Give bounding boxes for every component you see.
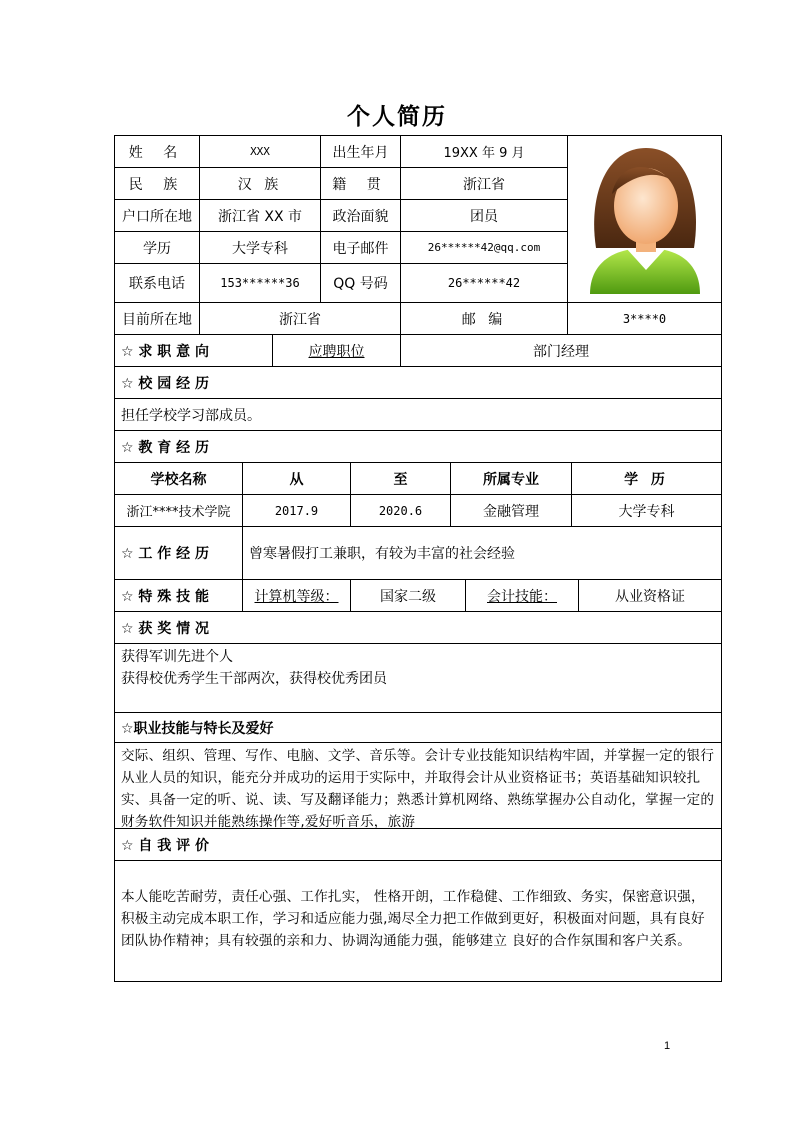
award-item: 获得军训先进个人 bbox=[121, 649, 233, 665]
email-value: 26******42@qq.com bbox=[427, 241, 541, 254]
birth-label: 出生年月 bbox=[332, 144, 389, 161]
edu-value: 大学专科 bbox=[232, 240, 288, 257]
politics-label: 政治面貌 bbox=[332, 208, 389, 225]
self-eval-header: ☆ 自 我 评 价 bbox=[121, 837, 210, 854]
skills-header: ☆ 特 殊 技 能 bbox=[121, 588, 210, 605]
location-value: 浙江省 bbox=[279, 311, 321, 328]
award-item: 获得校优秀学生干部两次，获得校优秀团员 bbox=[121, 671, 387, 687]
computer-level-value: 国家二级 bbox=[380, 588, 436, 605]
job-position-label: 应聘职位 bbox=[308, 343, 365, 360]
zip-value: 3****0 bbox=[622, 311, 667, 326]
edu-col-degree: 学 历 bbox=[624, 471, 669, 488]
edu-major: 金融管理 bbox=[483, 503, 539, 520]
location-label: 目前所在地 bbox=[122, 311, 192, 328]
hukou-value: 浙江省 XX 市 bbox=[217, 208, 303, 225]
origin-value: 浙江省 bbox=[463, 176, 505, 193]
edu-col-from: 从 bbox=[289, 471, 304, 488]
name-value: XXX bbox=[250, 145, 270, 158]
education-header: ☆ 教 育 经 历 bbox=[121, 439, 210, 456]
work-header: ☆ 工 作 经 历 bbox=[121, 546, 210, 562]
work-content: 曾寒暑假打工兼职，有较为丰富的社会经验 bbox=[249, 546, 515, 562]
edu-degree: 大学专科 bbox=[618, 503, 675, 520]
job-position-value: 部门经理 bbox=[533, 343, 589, 360]
qq-value: 26******42 bbox=[447, 276, 521, 290]
campus-header: ☆ 校 园 经 历 bbox=[121, 375, 210, 392]
birth-value: 19XX 年 9 月 bbox=[443, 146, 525, 161]
self-eval-content: 本人能吃苦耐劳，责任心强、工作扎实， 性格开朗，工作稳健、工作细致、务实，保密意识强，积极主动完成本职工作，学习和适应能力强,竭尽全力把工作做到更好，积极面对问题，具有良好团队协作精神；具有较强的亲和力、协调沟通能力强，能够建立 良好的合作氛围和客户关系。 bbox=[121, 889, 705, 949]
abilities-header: ☆职业技能与特长及爱好 bbox=[121, 720, 274, 737]
qq-label: QQ 号码 bbox=[333, 276, 388, 292]
accounting-skill-label: 会计技能： bbox=[487, 588, 557, 605]
edu-label: 学历 bbox=[143, 240, 171, 257]
awards-header: ☆ 获 奖 情 况 bbox=[121, 620, 210, 637]
campus-content: 担任学校学习部成员。 bbox=[121, 407, 261, 424]
job-intent-header: ☆ 求 职 意 向 bbox=[121, 343, 210, 360]
email-label: 电子邮件 bbox=[332, 240, 389, 257]
computer-level-label: 计算机等级： bbox=[254, 588, 339, 605]
politics-value: 团员 bbox=[470, 208, 498, 225]
page-number: 1 bbox=[664, 1040, 671, 1052]
ethnic-value: 汉 族 bbox=[237, 176, 283, 193]
edu-col-school: 学校名称 bbox=[150, 471, 207, 488]
edu-from: 2017.9 bbox=[274, 503, 319, 518]
origin-label: 籍 贯 bbox=[332, 176, 389, 193]
accounting-skill-value: 从业资格证 bbox=[615, 588, 685, 605]
phone-value: 153******36 bbox=[220, 276, 300, 290]
zip-label: 邮 编 bbox=[461, 311, 507, 328]
abilities-content: 交际、组织、管理、写作、电脑、文学、音乐等。会计专业技能知识结构牢固，并掌握一定的银行从业人员的知识，能充分并成功的运用于实际中，并取得会计从业资格证书；英语基础知识较扎实、具备一定的听、说、读、写及翻译能力；熟悉计算机网络、熟练掌握办公自动化，掌握一定的财务软件知识并能熟练操作等,爱好听音乐，旅游 bbox=[121, 748, 715, 830]
phone-label: 联系电话 bbox=[129, 276, 185, 292]
page-title: 个人简历 bbox=[347, 103, 447, 130]
ethnic-label: 民 族 bbox=[128, 176, 186, 193]
female-avatar-icon bbox=[568, 136, 721, 302]
edu-school: 浙江****技术学院 bbox=[126, 505, 231, 520]
edu-col-major: 所属专业 bbox=[483, 471, 539, 488]
hukou-label: 户口所在地 bbox=[122, 208, 192, 225]
edu-col-to: 至 bbox=[393, 471, 408, 488]
awards-list bbox=[115, 646, 721, 690]
edu-to: 2020.6 bbox=[378, 503, 423, 518]
name-label: 姓 名 bbox=[128, 144, 186, 161]
